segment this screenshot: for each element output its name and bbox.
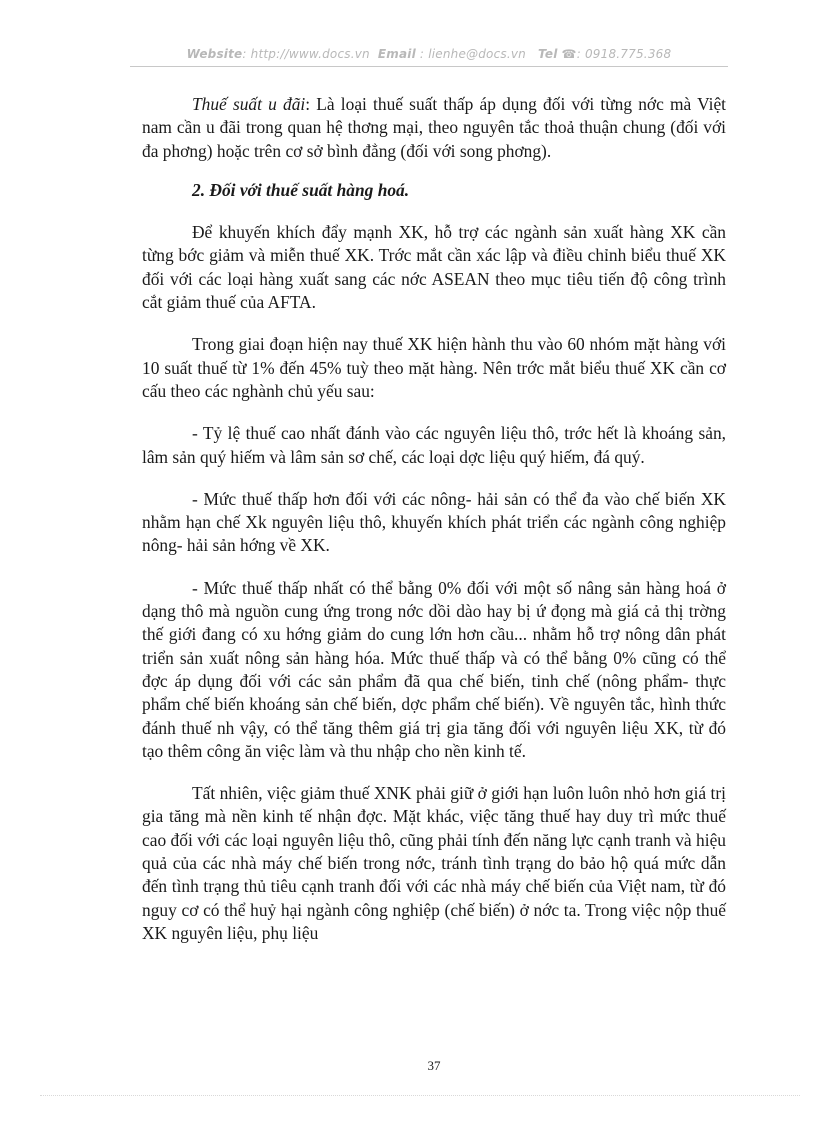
term-preferential-tax: Thuế suất u đãi bbox=[192, 94, 306, 114]
website-link[interactable]: : http://www.docs.vn bbox=[242, 47, 370, 61]
document-body bbox=[142, 93, 726, 945]
phone-icon: ☎ bbox=[561, 47, 577, 61]
paragraph-preferential-tax-text: : Là loại thuế suất thấp áp dụng đối với từng nớc mà Việt nam cần u đãi trong quan hệ thơng mại, theo nguyên tắc thoả thuận chung (đối với đa phơng) hoặc trên cơ sở bình đẳng (đối với song phơng). bbox=[142, 94, 726, 161]
footer-divider bbox=[40, 1095, 800, 1096]
paragraph-current-period: Trong giai đoạn hiện nay thuế XK hiện hành thu vào 60 nhóm mặt hàng với 10 suất thuế từ 1% đến 45% tuỳ theo mặt hàng. Nên trớc mắt biểu thuế XK cần cơ cấu theo các nghành chủ yếu sau: bbox=[142, 334, 726, 401]
paragraph-lowest-rate: - Mức thuế thấp nhất có thể bằng 0% đối với một số nâng sản hàng hoá ở dạng thô mà nguồn cung ứng trong nớc dồi dào hay bị ứ đọng mà giá cả thị trờng thế giới đang có xu hớng giảm do cung lớn hơn cầu... nhằm hỗ trợ nông dân phát triển sản xuất nông sản hàng hóa. Mức thuế thấp và có thể bằng 0% cũng có thể đợc áp dụng đối với các sản phẩm đã qua chế biến, tinh chế (nông phẩm- thực phẩm chế biến khoáng sản chế biến, dợc phẩm chế biến). Về nguyên tắc, hình thức đánh thuế nh vậy, có thể tăng thêm giá trị gia tăng đối với nguyên liệu XK, từ đó tạo thêm công ăn việc làm và thu nhập cho nền kinh tế. bbox=[142, 577, 726, 761]
paragraph-preferential-tax bbox=[142, 93, 726, 163]
header-divider bbox=[130, 66, 728, 67]
paragraph-export-promotion: Để khuyến khích đẩy mạnh XK, hỗ trợ các ngành sản xuất hàng XK cần từng bớc giảm và miễn thuế XK. Trớc mắt cần xác lập và điều chỉnh biểu thuế XK đối với các loại hàng xuất sang các nớc ASEAN theo mục tiêu tiến độ công trình cắt giảm thuế của AFTA. bbox=[142, 222, 726, 313]
tel-value: : 0918.775.368 bbox=[576, 47, 672, 61]
paragraph-conclusion: Tất nhiên, việc giảm thuế XNK phải giữ ở giới hạn luôn luôn nhỏ hơn giá trị gia tăng mà nền kinh tế nhận đợc. Mặt khác, việc tăng thuế hay duy trì mức thuế cao đối với các loại nguyên liệu thô, cũng phải tính đến năng lực cạnh tranh và hiệu quả của các nhà máy chế biến trong nớc, tránh tình trạng do bảo hộ quá mức dẫn đến tình trạng thủ tiêu cạnh tranh đối với các nhà máy chế biến của Việt nam, từ đó nguy cơ có thể huỷ hại ngành công nghiệp (chế biến) ở nớc ta. Trong việc nộp thuế XK nguyên liệu, phụ liệu bbox=[142, 783, 726, 943]
section-heading: 2. Đối với thuế suất hàng hoá. bbox=[192, 179, 410, 200]
email-label: Email bbox=[377, 47, 416, 61]
paragraph-lower-rate: - Mức thuế thấp hơn đối với các nông- hải sản có thể đa vào chế biến XK nhằm hạn chế Xk nguyên liệu thô, khuyến khích phát triển các ngành công nghiệp nông- hải sản hớng về XK. bbox=[142, 488, 726, 556]
page-header bbox=[130, 47, 728, 61]
paragraph-highest-rate: - Tỷ lệ thuế cao nhất đánh vào các nguyên liệu thô, trớc hết là khoáng sản, lâm sản quý hiếm và lâm sản sơ chế, các loại dợc liệu quý hiếm, đá quý. bbox=[142, 423, 726, 467]
tel-label: Tel bbox=[538, 47, 558, 61]
email-link[interactable]: : lienhe@docs.vn bbox=[415, 47, 526, 61]
website-label: Website bbox=[186, 47, 243, 61]
page-number: 37 bbox=[427, 1058, 441, 1073]
